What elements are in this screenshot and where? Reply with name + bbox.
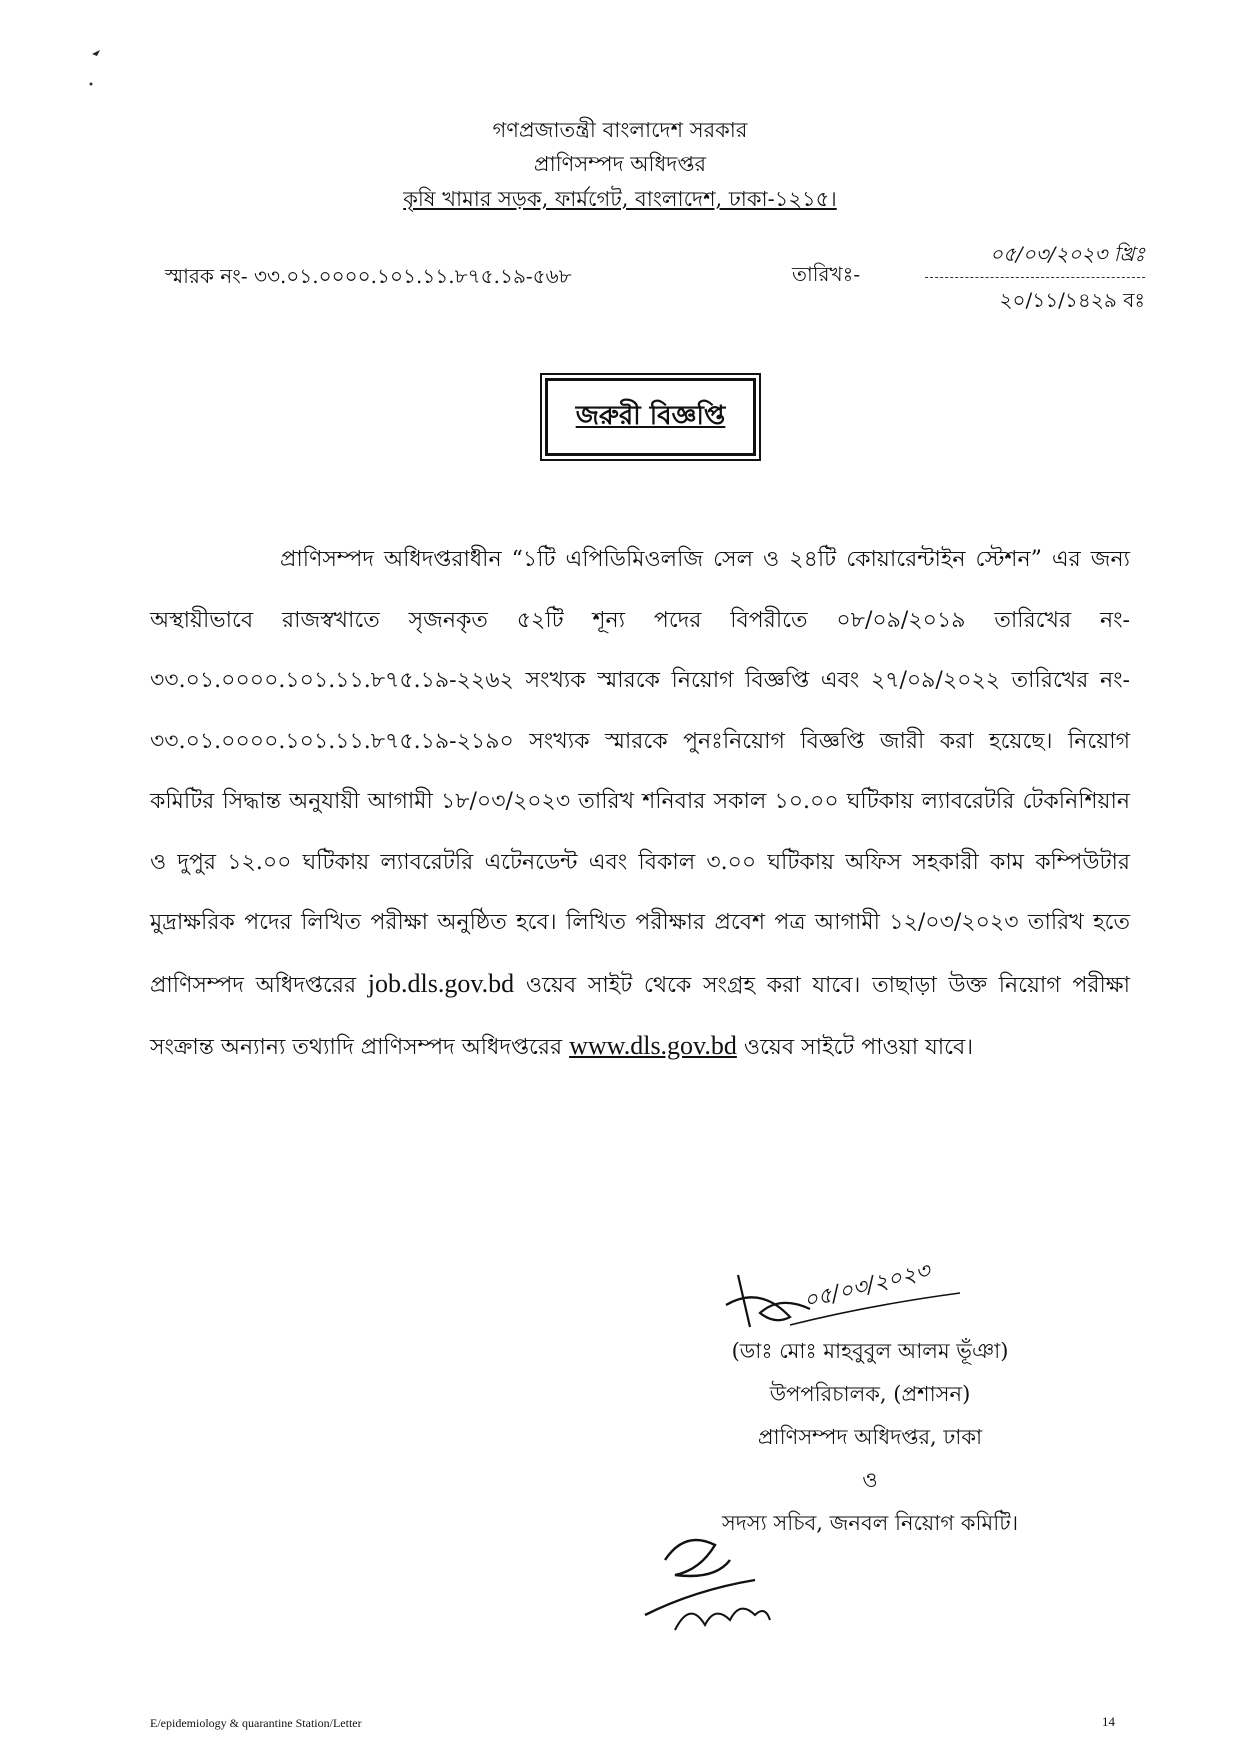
header-government: গণপ্রজাতন্ত্রী বাংলাদেশ সরকার <box>492 118 748 142</box>
handwritten-date: ০৫/০৩/২০২৩ <box>801 1258 933 1315</box>
initials-signature <box>605 1520 805 1650</box>
job-site-url: job.dls.gov.bd <box>367 968 515 998</box>
date-gregorian: ০৫/০৩/২০২৩ খ্রিঃ <box>925 240 1145 278</box>
dls-site-url: www.dls.gov.bd <box>569 1031 737 1060</box>
body-part-2: ওয়েব সাইট থেকে সংগ্রহ করা যাবে। তাছাড়া উক্ত নিয়োগ পরীক্ষা সংক্রান্ত অন্যান্য তথ্যাদি প্রাণিসম্পদ অধিদপ্তরের <box>150 972 1130 1060</box>
signatory-name: (ডাঃ মোঃ মাহবুবুল আলম ভূঁঞা) <box>731 1339 1009 1363</box>
header-address-text: কৃষি খামার সড়ক, ফার্মগেট, বাংলাদেশ, ঢাকা-১২১৫। <box>403 187 837 211</box>
signatory-role: সদস্য সচিব, জনবল নিয়োগ কমিটি। <box>721 1511 1019 1535</box>
date-box <box>925 240 1145 319</box>
header-address <box>0 183 1240 218</box>
signatory-conjunction: ও <box>862 1468 878 1492</box>
notice-title-box <box>545 378 756 456</box>
signatory-office: প্রাণিসম্পদ অধিদপ্তর, ঢাকা <box>757 1425 983 1449</box>
notice-title: জরুরী বিজ্ঞপ্তি <box>575 401 726 431</box>
footer-file-path: E/epidemiology & quarantine Station/Letter <box>150 1716 362 1730</box>
date-label: তারিখঃ- <box>792 262 861 286</box>
notice-body <box>150 530 1130 1079</box>
memo-number: স্মারক নং- ৩৩.০১.০০০০.১০১.১১.৮৭৫.১৯-৫৬৮ <box>165 264 572 288</box>
header-department: প্রাণিসম্পদ অধিদপ্তর <box>533 152 707 176</box>
signature-block <box>600 1330 1140 1545</box>
body-part-3: ওয়েব সাইটে পাওয়া যাবে। <box>743 1035 974 1060</box>
scan-mark <box>88 40 108 100</box>
body-part-1: প্রাণিসম্পদ অধিদপ্তরাধীন “১টি এপিডিমিওলজি সেল ও ২৪টি কোয়ারেন্টাইন স্টেশন” এর জন্য অস্থায়ীভাবে রাজস্বখাতে সৃজনকৃত ৫২টি শূন্য পদের বিপরীতে ০৮/০৯/২০১৯ তারিখের নং- ৩৩.০১.০০০০.১০১.১১.৮৭৫.১৯-২২৬২ সংখ্যক স্মারকে নিয়োগ বিজ্ঞপ্তি এবং ২৭/০৯/২০২২ তারিখের নং- ৩৩.০১.০০০০.১০১.১১.৮৭৫.১৯-২১৯০ সংখ্যক স্মারকে পুনঃনিয়োগ বিজ্ঞপ্তি জারী করা হয়েছে। নিয়োগ কমিটির সিদ্ধান্ত অনুযায়ী আগামী ১৮/০৩/২০২৩ তারিখ শনিবার সকাল ১০.০০ ঘটিকায় ল্যাবরেটরি টেকনিশিয়ান ও দুপুর ১২.০০ ঘটিকায় ল্যাবরেটরি এটেনডেন্ট এবং বিকাল ৩.০০ ঘটিকায় অফিস সহকারী কাম কম্পিউটার মুদ্রাক্ষরিক পদের লিখিত পরীক্ষা অনুষ্ঠিত হবে। লিখিত পরীক্ষার প্রবেশ পত্র আগামী ১২/০৩/২০২৩ তারিখ হতে প্রাণিসম্পদ অধিদপ্তরের <box>150 547 1130 998</box>
footer-page-number: 14 <box>1102 1714 1115 1729</box>
date-bangla: ২০/১১/১৪২৯ বঃ <box>999 288 1145 312</box>
signatory-designation: উপপরিচালক, (প্রশাসন) <box>769 1382 971 1406</box>
